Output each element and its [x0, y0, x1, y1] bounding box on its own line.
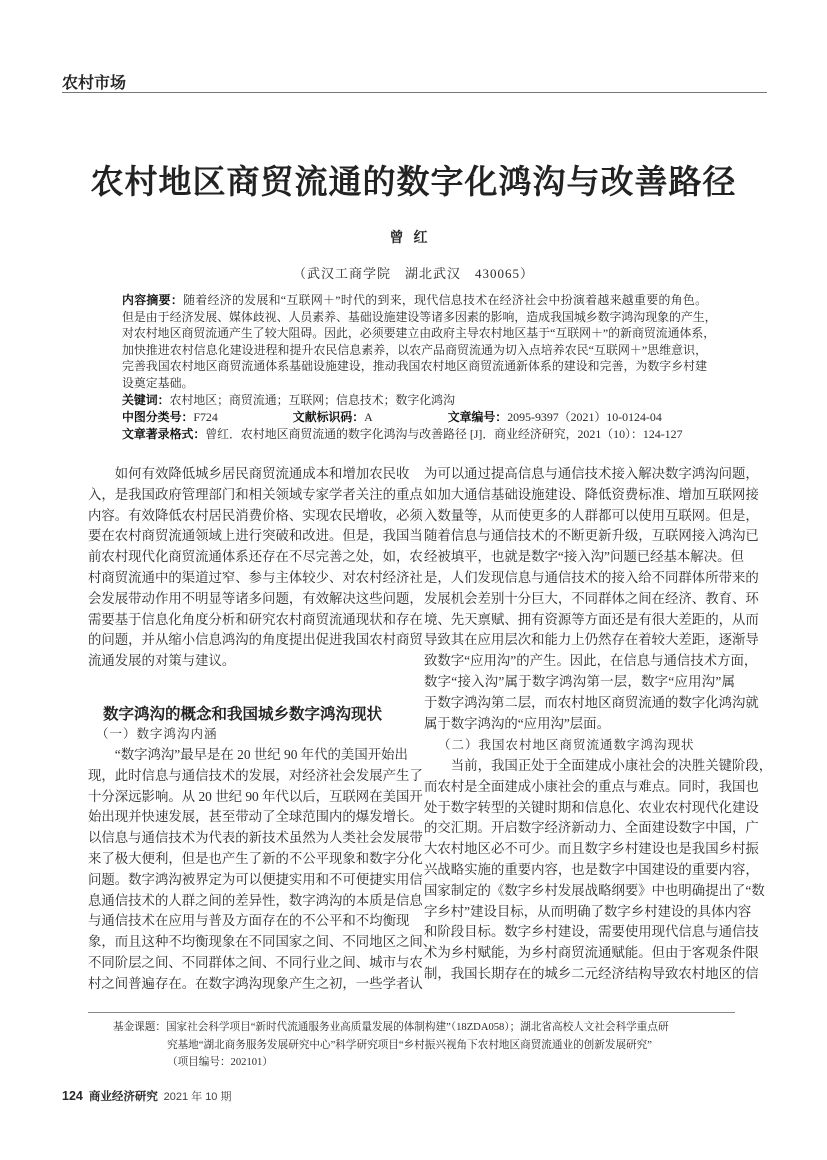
- keywords: [122, 392, 722, 409]
- left-paragraph-2: [88, 745, 437, 995]
- abstract-line: 加快推进农村信息化建设进程和提升农民信息素养，以农产品商贸流通为切入点培养农民“互联网＋”思维意识，: [122, 342, 707, 357]
- page-footer: [62, 1088, 231, 1104]
- journal-name: 商业经济研究: [88, 1091, 158, 1103]
- right-paragraph-1: [424, 464, 759, 734]
- text-line: 字乡村”建设目标，从而明确了数字乡村建设的具体内容: [424, 903, 752, 919]
- text-line: 会发展带动作用不明显等诸多问题，有效解决这些问题，: [88, 590, 423, 606]
- text-line: 象，而且这种不均衡现象在不同国家之间、不同地区之间、: [88, 934, 437, 950]
- text-line: 数字“接入沟”属于数字鸿沟第一层，数字“应用沟”属: [424, 673, 735, 689]
- text-line: 的问题，并从缩小信息鸿沟的角度提出促进我国农村商贸: [88, 632, 423, 648]
- text-line: 不同阶层之间、不同群体之间、不同行业之间、城市与农: [88, 954, 423, 970]
- text-line: 于数字鸿沟第二层，而农村地区商贸流通的数字化鸿沟就: [424, 694, 759, 710]
- text-line: 和阶段目标。数字乡村建设，需要使用现代信息与通信技: [424, 924, 759, 940]
- fund-line: （项目编号：202101）: [167, 1057, 273, 1069]
- text-line: 如何有效降低城乡居民商贸流通成本和增加农民收: [114, 466, 410, 481]
- subheading-2: （二）我国农村地区商贸流通数字鸿沟现状: [438, 738, 695, 752]
- text-line: 如加大通信基础设施建设、降低资费标准、增加互联网接: [424, 486, 759, 502]
- text-line: 息通信技术的人群之间的差异性，数字鸿沟的本质是信息: [88, 892, 423, 908]
- text-line: 当前，我国正处于全面建成小康社会的决胜关键阶段，: [450, 758, 773, 773]
- issue: 2021 年 10 期: [163, 1091, 232, 1103]
- text-line: 问题。数字鸿沟被界定为可以便捷实用和不可便捷实用信: [88, 871, 423, 887]
- text-line: 制，我国长期存在的城乡二元经济结构导致农村地区的信: [424, 965, 759, 981]
- doc-code-label: 文献标识码：: [292, 410, 365, 424]
- abstract-line: 完善我国农村地区商贸流通体系基础设施建设，推动我国农村地区商贸流通新体系的建设和完善，为数字乡村建: [122, 359, 707, 374]
- text-line: 是，人们发现信息与通信技术的接入给不同群体所带来的: [424, 569, 759, 585]
- text-line: 经被填平，也就是数字“接入沟”问题已经基本解决。但: [424, 549, 744, 565]
- text-line: “数字鸿沟”最早是在 20 世纪 90 年代的美国开始出: [114, 747, 408, 762]
- footnote-rule: [88, 1012, 735, 1013]
- text-line: 国家制定的《数字乡村发展战略纲要》中也明确提出了“数: [424, 882, 765, 898]
- subheading-1: （一）数字鸿沟内涵: [96, 727, 218, 741]
- text-line: 始出现并快速发展，甚至带动了全球范围内的爆发增长。: [88, 809, 423, 825]
- text-line: 村商贸流通中的渠道过窄、参与主体较少、对农村经济社: [88, 569, 423, 585]
- text-line: 处于数字转型的关键时期和信息化、农业农村现代化建设: [424, 799, 759, 815]
- clc-label: 中图分类号：: [122, 410, 194, 424]
- right-paragraph-2: [424, 756, 773, 985]
- section-tag: 农村市场: [62, 75, 127, 92]
- text-line: 来了极大便利，但是也产生了新的不公平现象和数字分化: [88, 850, 423, 866]
- fund-line: 基金课题：国家社会科学项目“新时代流通服务业高质量发展的体制构建”（18ZDA058）；湖北省高校人文社会科学重点研: [113, 1022, 669, 1033]
- abstract: [122, 292, 717, 392]
- text-line: 入数量等，从而使更多的人群都可以使用互联网。但是，: [424, 507, 759, 523]
- text-line: 随着信息与通信技术的不断更新升级，互联网接入鸿沟已: [424, 528, 759, 544]
- text-line: 属于数字鸿沟的“应用沟”层面。: [424, 715, 610, 731]
- abstract-line: 内容摘要：随着经济的发展和“互联网＋”时代的到来，现代信息技术在经济社会中扮演着越来越重要的角色。: [122, 293, 707, 307]
- text-line: 现，此时信息与通信技术的发展，对经济社会发展产生了: [88, 767, 423, 783]
- section-heading: 数字鸿沟的概念和我国城乡数字鸿沟现状: [102, 706, 382, 723]
- text-line: 境、先天禀赋、拥有资源等方面还是有很大差距的，从而: [424, 611, 759, 627]
- text-line: 发展机会差别十分巨大，不同群体之间在经济、教育、环: [424, 590, 759, 606]
- text-line: 以信息与通信技术为代表的新技术虽然为人类社会发展带: [88, 830, 423, 846]
- abstract-line: 但是由于经济发展、媒体歧视、人员素养、基础设施建设等诸多因素的影响，造成我国城乡数字鸿沟现象的产生，: [122, 309, 717, 324]
- doc-code-value: A: [364, 410, 373, 424]
- abstract-line: 对农村地区商贸流通产生了较大阻碍。因此，必须要建立由政府主导农村地区基于“互联网＋”的新商贸流通体系，: [122, 326, 716, 341]
- text-line: 导致其在应用层次和能力上仍然存在着较大差距，逐渐导: [424, 632, 759, 648]
- text-line: 村之间普遍存在。在数字鸿沟现象产生之初，一些学者认: [88, 975, 423, 991]
- text-line: 十分深远影响。从 20 世纪 90 年代以后，互联网在美国开: [88, 788, 423, 804]
- page-number: 124: [62, 1089, 83, 1103]
- header-rule: [62, 92, 767, 93]
- text-line: 术为乡村赋能，为乡村商贸流通赋能。但由于客观条件限: [424, 945, 759, 961]
- text-line: 的交汇期。开启数字经济新动力、全面建设数字中国，广: [424, 820, 759, 836]
- author: 曾红: [389, 231, 438, 246]
- affiliation: （武汉工商学院 湖北武汉 430065）: [292, 266, 534, 281]
- abstract-line: 设奠定基础。: [122, 375, 194, 390]
- text-line: 为可以通过提高信息与通信技术接入解决数字鸿沟问题，: [424, 466, 759, 481]
- text-line: 兴战略实施的重要内容，也是数字中国建设的重要内容，: [424, 861, 759, 877]
- left-paragraph-1: [88, 464, 423, 672]
- text-line: 而农村是全面建成小康社会的重点与难点。同时，我国也: [424, 778, 759, 794]
- text-line: 要在农村商贸流通领域上进行突破和改进。但是，我国当: [88, 528, 423, 544]
- text-line: 入，是我国政府管理部门和相关领域专家学者关注的重点: [88, 486, 423, 502]
- keywords-value: 农村地区；商贸流通；互联网；信息技术；数字化鸿沟: [169, 393, 455, 407]
- article-title: 农村地区商贸流通的数字化鸿沟与改善路径: [90, 163, 737, 200]
- abstract-label: 内容摘要：: [122, 293, 184, 307]
- fund-line: 究基地“湖北商务服务发展研究中心”科学研究项目“乡村振兴视角下农村地区商贸流通业的创新发展研究”: [167, 1039, 652, 1051]
- text-line: 与通信技术在应用与普及方面存在的不公平和不均衡现: [88, 913, 410, 929]
- article-number-label: 文章编号：: [447, 410, 508, 424]
- keywords-label: 关键词：: [122, 393, 170, 407]
- classification-row: [122, 409, 722, 426]
- fund-label: 基金课题：: [113, 1022, 166, 1033]
- article-number-value: 2095-9397（2021）10-0124-04: [507, 410, 662, 424]
- citation-row: [122, 426, 722, 443]
- text-line: 前农村现代化商贸流通体系还存在不尽完善之处，如，农: [88, 549, 423, 565]
- clc-value: F724: [193, 410, 218, 424]
- text-line: 内容。有效降低农村居民消费价格、实现农民增收，必须: [88, 507, 423, 523]
- citation-value: 曾红．农村地区商贸流通的数字化鸿沟与改善路径 [J]．商业经济研究，2021（10）：124-127: [205, 427, 683, 441]
- text-line: 需要基于信息化角度分析和研究农村商贸流通现状和存在: [88, 611, 423, 627]
- text-line: 致数字“应用沟”的产生。因此，在信息与通信技术方面，: [424, 653, 758, 669]
- text-line: 大农村地区必不可少。而且数字乡村建设也是我国乡村振: [424, 841, 759, 857]
- fund-note: [113, 1019, 713, 1072]
- citation-label: 文章著录格式：: [122, 427, 206, 441]
- text-line: 流通发展的对策与建议。: [88, 653, 236, 669]
